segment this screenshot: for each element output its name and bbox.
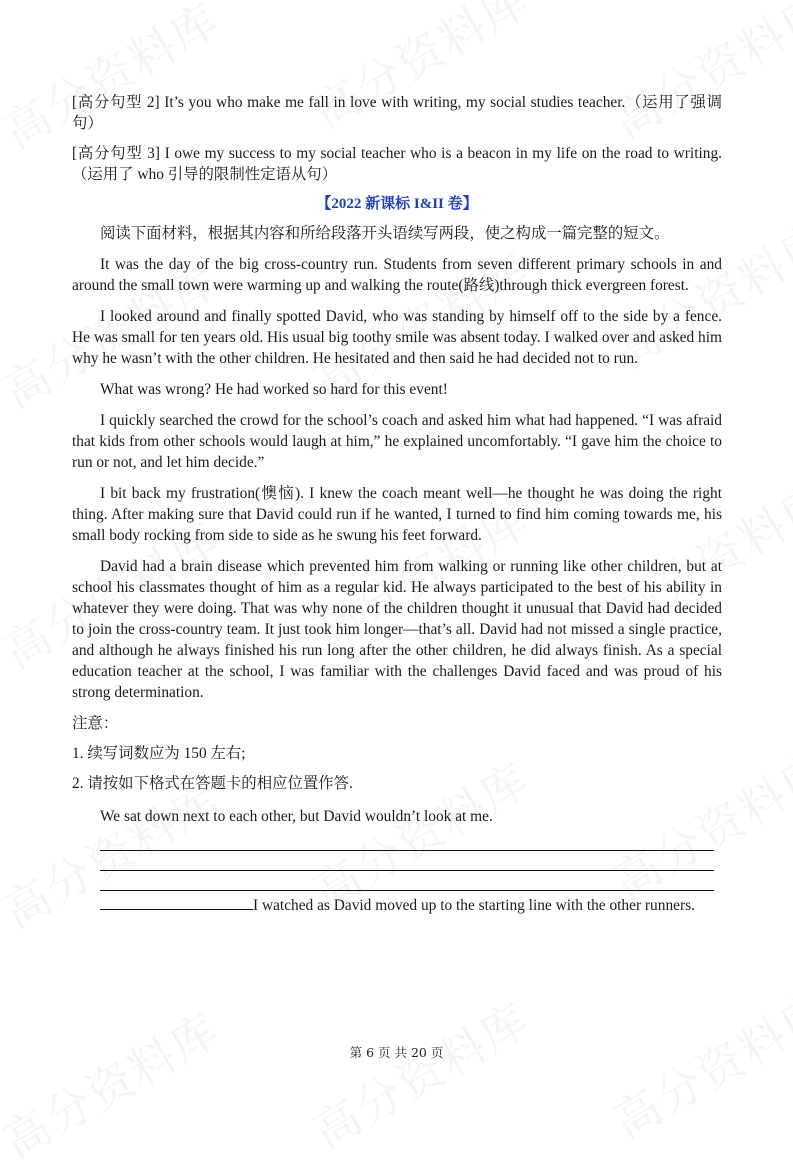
section-title: 【2022 新课标 I&II 卷】 xyxy=(316,196,478,212)
watermark xyxy=(600,974,793,1151)
note-item-1: 1. 续写词数应为 150 左右; xyxy=(72,745,246,762)
instruction: 阅读下面材料，根据其内容和所给段落开头语续写两段，使之构成一篇完整的短文。 xyxy=(100,225,670,242)
continuation-prompt-2: I watched as David moved up to the starting line with the other runners. xyxy=(253,897,695,914)
note-item-2: 2. 请按如下格式在答题卡的相应位置作答. xyxy=(72,775,353,792)
writing-line xyxy=(100,851,714,871)
watermark xyxy=(300,984,541,1161)
story-paragraph-1: It was the day of the big cross-country run. Students from seven different primary schools in and around the small town were warming up and walking the route(路线)through thick evergreen forest. xyxy=(72,256,722,294)
document-body xyxy=(72,92,722,916)
page-number: 第 6 页 共 20 页 xyxy=(349,1045,444,1060)
continuation-prompt-1: We sat down next to each other, but David wouldn’t look at me. xyxy=(100,808,493,825)
story-paragraph-3: What was wrong? He had worked so hard for this event! xyxy=(100,381,448,398)
writing-line xyxy=(100,871,714,891)
high-score-sentence-2: [高分句型 2] It’s you who make me fall in love with writing, my social studies teacher.（运用了强调句） xyxy=(72,94,722,132)
story-paragraph-2: I looked around and finally spotted David, who was standing by himself off to the side by a fence. He was small for ten years old. His usual big toothy smile was absent today. I walked over and asked him why he wasn’t with the other children. He hesitated and then said he had decided not to run. xyxy=(72,308,722,367)
continuation-prompt-2-row xyxy=(72,895,722,916)
watermark xyxy=(0,994,230,1171)
answer-area xyxy=(72,831,722,891)
story-paragraph-6: David had a brain disease which prevented him from walking or running like other children, but at school his classmates thought of him as a regular kid. He always participated to the best of his ability in whatever they were doing. That was why none of the children thought it unusual that David had decided to join the cross-country team. It just took him longer—that’s all. David had not missed a single practice, and although he always finished his run long after the other children, he did always finish. As a special education teacher at the school, I was familiar with the challenges David faced and was proud of his strong determination. xyxy=(72,558,722,701)
writing-line xyxy=(100,831,714,851)
story-paragraph-4: I quickly searched the crowd for the school’s coach and asked him what had happened. “I was afraid that kids from other schools would laugh at him,” he explained uncomfortably. “I gave him the choice to run or not, and let him decide.” xyxy=(72,412,722,471)
high-score-sentence-3: [高分句型 3] I owe my success to my social teacher who is a beacon in my life on the road to writing.（运用了 who 引导的限制性定语从句） xyxy=(72,145,722,183)
story-paragraph-5: I bit back my frustration(懊恼). I knew the coach meant well—he thought he was doing the right thing. After making sure that David could run if he wanted, I turned to find him coming towards me, his small body rocking from side to side as he swung his feet forward. xyxy=(72,485,722,544)
writing-line-short xyxy=(100,895,253,910)
notes-heading: 注意： xyxy=(72,715,119,732)
